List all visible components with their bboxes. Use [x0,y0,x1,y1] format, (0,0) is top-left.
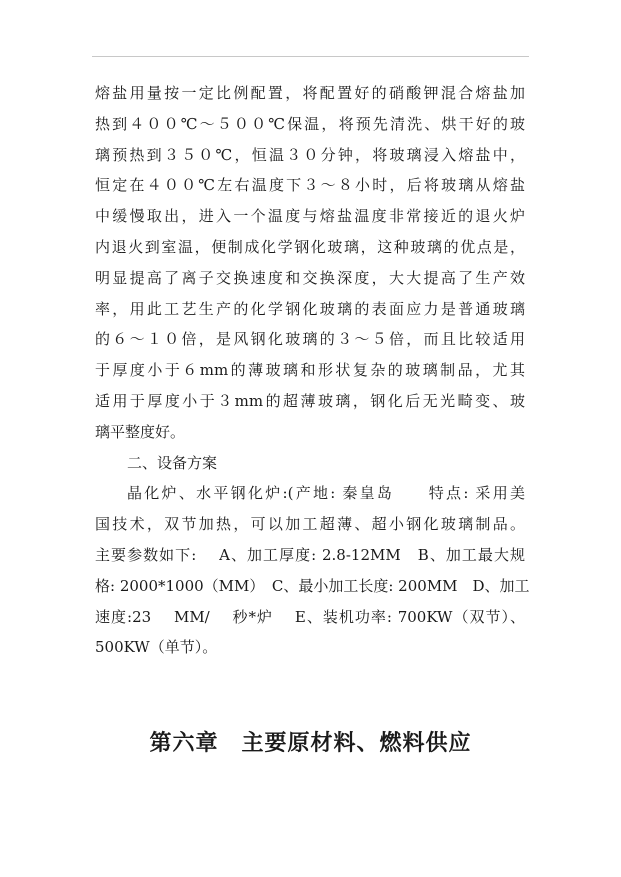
text-line: 熔盐用量按一定比例配置，将配置好的硝酸钾混合熔盐加 [95,84,525,102]
text-line: 国技术，双节加热，可以加工超薄、超小钢化玻璃制品。 [95,515,525,534]
text-line: 璃预热到３５０℃，恒温３０分钟，将玻璃浸入熔盐中， [95,145,525,164]
text-line: 中缓慢取出，进入一个温度与熔盐温度非常接近的退火炉 [95,207,525,226]
document-body [95,78,530,663]
text-line: 璃平整度好。 [95,422,186,441]
text-line: 热到４００℃～５００℃保温，将预先清洗、烘干好的玻 [95,114,525,133]
text-line: 主要参数如下: A、加工厚度: 2.8-12MM B、加工最大规 [95,545,525,564]
paragraph-molten-salt-process [95,78,525,448]
text-line: 格: 2000*1000（MM） C、最小加工长度: 200MM D、加工 [95,576,530,595]
text-line: 明显提高了离子交换速度和交换深度，大大提高了生产效 [95,268,525,287]
text-line: 的６～１０倍，是风钢化玻璃的３～５倍，而且比较适用 [95,330,525,349]
text-line: 500KW（单节）。 [95,638,218,657]
text-line: 晶化炉、水平钢化炉:(产地: 秦皇岛 特点: 采用美 [127,484,525,503]
paragraph-equipment-plan [95,478,530,663]
text-line: 率，用此工艺生产的化学钢化玻璃的表面应力是普通玻璃 [95,299,525,318]
text-line: 于厚度小于６mm的薄玻璃和形状复杂的玻璃制品，尤其 [95,361,525,380]
text-line: 速度:23 MM/ 秒*炉 E、装机功率: 700KW（双节）、 [95,607,525,626]
header-rule [92,56,529,57]
text-line: 恒定在４００℃左右温度下３～８小时，后将玻璃从熔盐 [95,176,525,195]
chapter-title: 第六章 主要原材料、燃料供应 [149,731,472,756]
text-line: 适用于厚度小于３mm的超薄玻璃，钢化后无光畸变、玻 [95,391,525,410]
section-heading: 二、设备方案 [127,453,218,472]
text-line: 内退火到室温，便制成化学钢化玻璃，这种玻璃的优点是， [95,237,525,256]
